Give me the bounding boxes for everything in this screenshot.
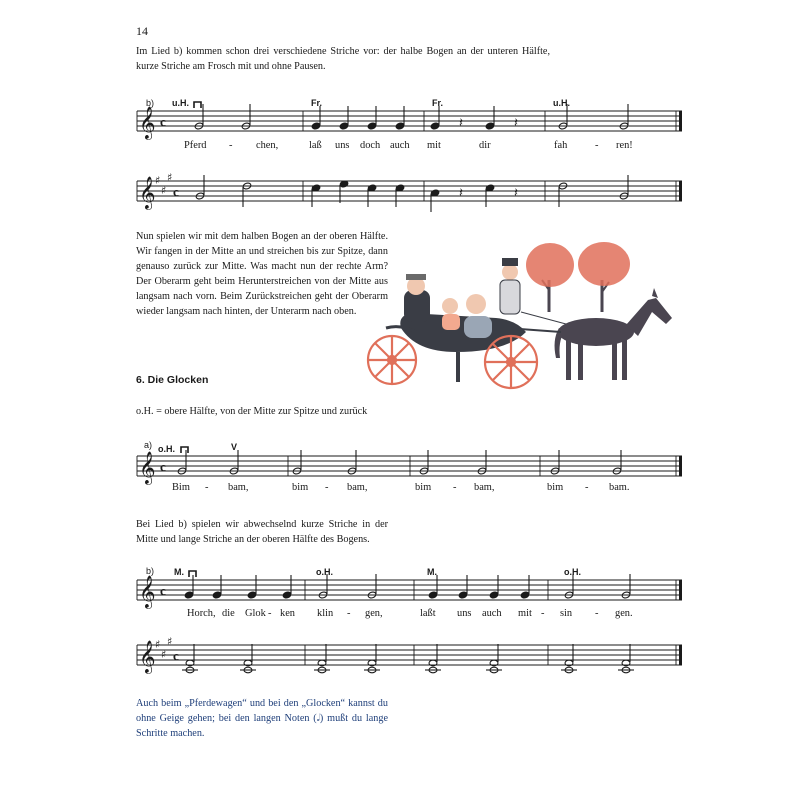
lyric-hyphen: - <box>585 482 589 493</box>
lyric-hyphen: - <box>325 482 329 493</box>
lyric-syllable: mit <box>518 608 532 619</box>
lyric-syllable: Horch, <box>187 608 216 619</box>
svg-text:c: c <box>160 583 166 598</box>
lyric-syllable: fah <box>554 140 568 151</box>
song3-mark-3: M. <box>427 567 437 577</box>
lyric-syllable: chen, <box>256 140 279 151</box>
lyric-syllable: mit <box>427 140 441 151</box>
song1-mark-1: u.H. <box>172 98 189 108</box>
lyric-syllable: die <box>222 608 235 619</box>
svg-text:c: c <box>173 648 179 663</box>
song2-label: a) <box>144 440 153 450</box>
half-bow-paragraph: Nun spielen wir mit dem halben Bogen an der oberen Hälfte. Wir fangen in der Mitte an und streichen bis zur Spitze, dann genauso zurück zur Mitte. Was macht nun der rechte Arm? Der Oberarm geht beim Herunterstreichen von der Mitte aus langsam nach vorn. Beim Zurückstreichen geht der Oberarm wieder langsam nach hinten, der Unterarm nach oben. <box>136 231 388 317</box>
svg-text:𝄽: 𝄽 <box>514 186 518 201</box>
closing-paragraph: Auch beim „Pferdewagen“ und bei den „Glocken“ kannst du ohne Geige gehen; bei den langen Noten (𝅗𝅥) mußt du lange Schritte machen. <box>136 698 388 739</box>
lyric-syllable: uns <box>457 608 472 619</box>
svg-text:c: c <box>173 184 179 199</box>
lyric-hyphen: - <box>595 608 599 619</box>
lyric-hyphen: - <box>347 608 351 619</box>
svg-text:♯: ♯ <box>167 635 173 648</box>
lyric-hyphen: - <box>541 608 545 619</box>
lyric-syllable: ren! <box>616 140 633 151</box>
song3-mark-4: o.H. <box>564 567 581 577</box>
svg-text:𝄞: 𝄞 <box>139 106 156 139</box>
svg-text:𝄞: 𝄞 <box>139 176 156 209</box>
svg-text:𝄽: 𝄽 <box>514 116 518 131</box>
svg-text:𝄽: 𝄽 <box>459 116 463 131</box>
lyric-syllable: bam, <box>474 482 495 493</box>
lyric-syllable: auch <box>390 140 410 151</box>
key-signature-sharps-icon <box>155 635 172 661</box>
lyric-hyphen: - <box>205 482 209 493</box>
lyric-syllable: bam. <box>609 482 630 493</box>
lyric-hyphen: - <box>595 140 599 151</box>
lyric-syllable: auch <box>482 608 502 619</box>
lyric-syllable: dir <box>479 140 491 151</box>
lyric-hyphen: - <box>453 482 457 493</box>
song1-mark-3: Fr. <box>432 98 444 108</box>
lyric-syllable: gen. <box>615 608 633 619</box>
svg-text:𝄽: 𝄽 <box>459 186 463 201</box>
lyric-syllable: gen, <box>365 608 383 619</box>
lyric-syllable: bam, <box>347 482 368 493</box>
alternating-paragraph: Bei Lied b) spielen wir abwechselnd kurze Striche in der Mitte und lange Striche an der oberen Hälfte des Bogens. <box>136 519 388 545</box>
song2-mark-1: o.H. <box>158 444 175 454</box>
lyric-syllable: bam, <box>228 482 249 493</box>
lyric-syllable: laßt <box>420 608 436 619</box>
svg-text:c: c <box>160 459 166 474</box>
lyric-syllable: bim <box>292 482 309 493</box>
lyric-syllable: doch <box>360 140 381 151</box>
intro-paragraph: Im Lied b) kommen schon drei verschiedene Striche vor: der halbe Bogen an der unteren Hälfte, kurze Striche am Frosch mit und ohne Pausen. <box>136 46 550 72</box>
lyric-syllable: sin <box>560 608 573 619</box>
lyric-syllable: uns <box>335 140 350 151</box>
song3-mark-2: o.H. <box>316 567 333 577</box>
lyric-syllable: laß <box>309 140 322 151</box>
svg-text:♯: ♯ <box>155 638 161 651</box>
svg-text:𝄞: 𝄞 <box>139 575 156 608</box>
upbow-icon: V <box>231 442 238 452</box>
lyric-syllable: Pferd <box>184 140 207 151</box>
svg-text:𝄞: 𝄞 <box>139 640 156 673</box>
svg-text:♯: ♯ <box>167 171 173 184</box>
lyric-syllable: klin <box>317 608 334 619</box>
page-number: 14 <box>136 24 148 38</box>
song3-mark-1: M. <box>174 567 184 577</box>
lower-staff-chords <box>182 644 634 673</box>
treble-clef-icon <box>139 575 156 609</box>
svg-text:♯: ♯ <box>155 174 161 187</box>
lyric-syllable: Bim <box>172 482 190 493</box>
lyric-syllable: ken <box>280 608 296 619</box>
lyric-hyphen: - <box>268 608 272 619</box>
lyric-syllable: bim <box>547 482 564 493</box>
svg-text:c: c <box>160 114 166 129</box>
lyric-syllable: Glok <box>245 608 266 619</box>
song1-mark-4: u.H. <box>553 98 570 108</box>
song3-label: b) <box>146 566 155 576</box>
song1-mark-2: Fr. <box>311 98 323 108</box>
svg-text:♯: ♯ <box>161 648 167 661</box>
svg-text:𝄞: 𝄞 <box>139 451 156 484</box>
definition-paragraph: o.H. = obere Hälfte, von der Mitte zur Spitze und zurück <box>136 406 368 417</box>
svg-text:♯: ♯ <box>161 184 167 197</box>
section-title: 6. Die Glocken <box>136 374 209 386</box>
lyric-syllable: bim <box>415 482 432 493</box>
treble-clef-icon <box>139 640 156 674</box>
lyric-hyphen: - <box>229 140 233 151</box>
song1-label: b) <box>146 98 155 108</box>
